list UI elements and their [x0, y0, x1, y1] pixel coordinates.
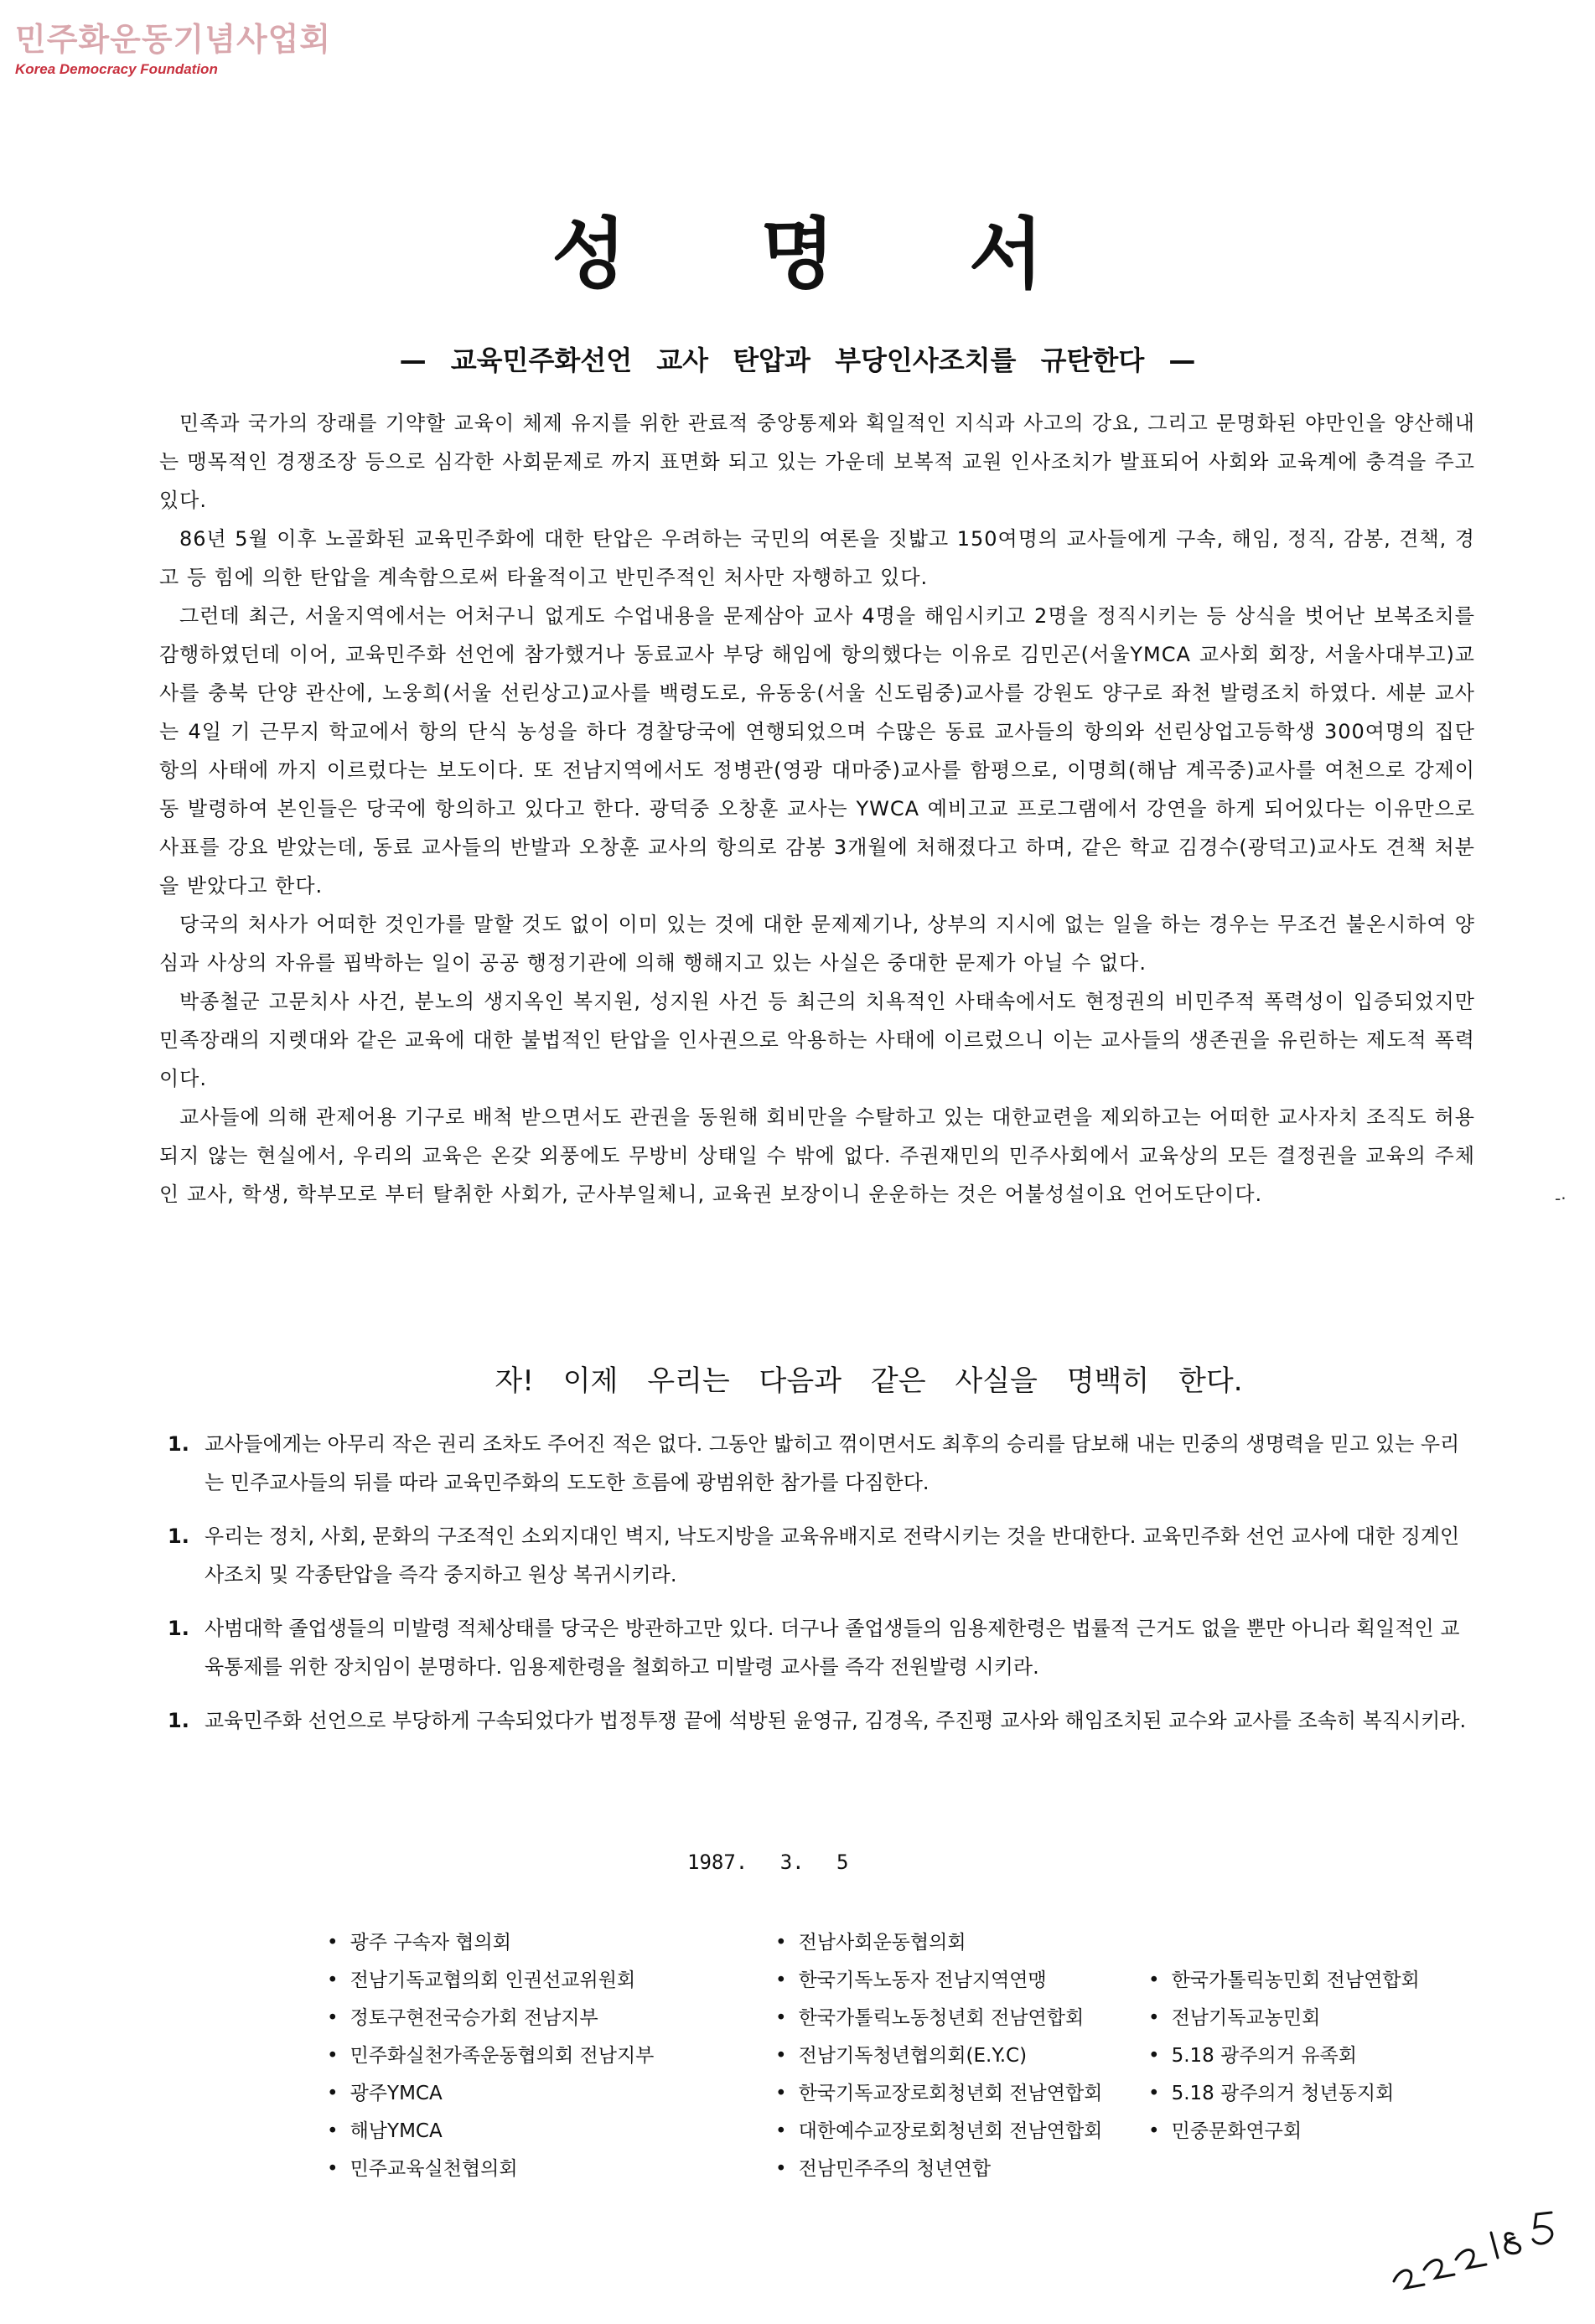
- bullet-icon: •: [775, 2007, 787, 2029]
- paragraph: 민족과 국가의 장래를 기약할 교육이 체제 유지를 위한 관료적 중앙통제와 획일적인 지식과 사고의 강요, 그리고 문명화된 야만인을 양산해내는 맹목적인 경쟁조장 등으로 심각한 사회문제로 까지 표면화 되고 있는 가운데 보복적 교원 인사조치가 발표되어 사회와 교육계에 충격을 주고 있다.: [159, 411, 1475, 512]
- organization-item: • 한국기독교장로회청년회 전남연합회: [775, 2083, 1103, 2104]
- organization-item: • 민중문화연구회: [1148, 2120, 1302, 2142]
- paragraph: 그런데 최근, 서울지역에서는 어처구니 없게도 수업내용을 문제삼아 교사 4명을 해임시키고 2명을 정직시키는 등 상식을 벗어난 보복조치를 감행하였던데 이어, 교육민주화 선언에 참가했거나 동료교사 부당 해임에 항의했다는 이유로 김민곤(서울YMCA 교사회 회장, 서울사대부고)교사를 충북 단양 관산에, 노웅희(서울 선린상고)교사를 백령도로, 유동웅(서울 신도림중)교사를 강원도 양구로 좌천 발령조치 하였다. 세분 교사는 4일 기 근무지 학교에서 항의 단식 농성을 하다 경찰당국에 연행되었으며 수많은 동료 교사들의 항의와 선린상업고등학생 300여명의 집단 항의 사태에 까지 이르렀다는 보도이다. 또 전남지역에서도 정병관(영광 대마중)교사를 함평으로, 이명희(해남 계곡중)교사를 여천으로 강제이동 발령하여 본인들은 당국에 항의하고 있다고 한다. 광덕중 오창훈 교사는 YWCA 예비고교 프로그램에서 강연을 하게 되어있다는 이유만으로 사표를 강요 받았는데, 동료 교사들의 반발과 오창훈 교사의 항의로 감봉 3개월에 처해졌다고 하며, 같은 학교 김경수(광덕고)교사도 견책 처분을 받았다고 한다.: [159, 604, 1475, 898]
- resolution-item: [168, 1517, 1475, 1594]
- organization-item: • 해남YMCA: [327, 2120, 443, 2142]
- paragraph: 교사들에 의해 관제어용 기구로 배척 받으면서도 관권을 동원해 회비만을 수탈하고 있는 대한교련을 제외하고는 어떠한 교사자치 조직도 허용되지 않는 현실에서, 우리의 교육은 온갖 외풍에도 무방비 상태일 수 밖에 없다. 주권재민의 민주사회에서 교육상의 모든 결정권을 교육의 주체인 교사, 학생, 학부모로 부터 탈취한 사회가, 군사부일체니, 교육권 보장이니 운운하는 것은 어불성설이요 언어도단이다.: [159, 1105, 1475, 1206]
- organization-item: • 5.18 광주의거 유족회: [1148, 2045, 1357, 2067]
- organization-item: • 민주교육실천협의회: [327, 2158, 518, 2180]
- bullet-icon: •: [327, 2007, 339, 2029]
- organization-item: • 광주 구속자 협의회: [327, 1932, 511, 1954]
- resolution-text: 교육민주화 선언으로 부당하게 구속되었다가 법정투쟁 끝에 석방된 윤영규, 김경옥, 주진평 교사와 해임조치된 교수와 교사를 조속히 복직시키라.: [205, 1709, 1467, 1732]
- bullet-icon: •: [775, 2083, 787, 2104]
- bullet-icon: •: [327, 2120, 339, 2142]
- bullet-icon: •: [775, 1932, 787, 1954]
- organization-item: • 대한예수교장로회청년회 전남연합회: [775, 2120, 1103, 2142]
- bullet-icon: •: [775, 2158, 787, 2180]
- bullet-icon: •: [327, 2158, 339, 2180]
- organization-item: • 전남기독교협의회 인권선교위원회: [327, 1969, 636, 1991]
- document-subtitle: — 교육민주화선언 교사 탄압과 부당인사조치를 규탄한다 —: [399, 344, 1196, 376]
- organization-item: • 광주YMCA: [327, 2083, 443, 2104]
- watermark-english: Korea Democracy Foundation: [15, 61, 218, 77]
- resolution-item: [168, 1609, 1475, 1686]
- bullet-icon: •: [775, 2120, 787, 2142]
- watermark-korean: 민주화운동기념사업회: [15, 21, 332, 58]
- document-title: 성명서: [552, 209, 1178, 299]
- document-date: 1987. 3. 5: [687, 1850, 849, 1874]
- resolution-text: 사범대학 졸업생들의 미발령 적체상태를 당국은 방관하고만 있다. 더구나 졸업생들의 임용제한령은 법률적 근거도 없을 뿐만 아니라 획일적인 교육통제를 위한 장치임이 분명하다. 임용제한령을 철회하고 미발령 교사를 즉각 전원발령 시키라.: [205, 1617, 1460, 1679]
- bullet-icon: •: [1148, 2007, 1160, 2029]
- margin-mark: -·: [1555, 1188, 1567, 1209]
- resolution-number: 1.: [168, 1617, 189, 1640]
- bullet-icon: •: [1148, 2045, 1160, 2067]
- organization-item: • 전남기독교농민회: [1148, 2007, 1321, 2029]
- bullet-icon: •: [327, 1969, 339, 1991]
- organization-item: • 전남민주주의 청년연합: [775, 2158, 992, 2180]
- bullet-icon: •: [1148, 2083, 1160, 2104]
- bullet-icon: •: [775, 2045, 787, 2067]
- statement-body: [159, 404, 1475, 1214]
- resolution-item: [168, 1701, 1475, 1740]
- organization-item: • 전남기독청년협의회(E.Y.C): [775, 2045, 1028, 2067]
- bullet-icon: •: [327, 2045, 339, 2067]
- resolution-item: [168, 1425, 1475, 1502]
- bullet-icon: •: [1148, 1969, 1160, 1991]
- declaration-heading: 자! 이제 우리는 다음과 같은 사실을 명백히 한다.: [495, 1364, 1243, 1398]
- organization-item: • 5.18 광주의거 청년동지회: [1148, 2083, 1395, 2104]
- bullet-icon: •: [327, 2083, 339, 2104]
- bullet-icon: •: [327, 1932, 339, 1954]
- organization-column-3: [1148, 1962, 1420, 2151]
- paragraph: 당국의 처사가 어떠한 것인가를 말할 것도 없이 이미 있는 것에 대한 문제제기나, 상부의 지시에 없는 일을 하는 경우는 무조건 불온시하여 양심과 사상의 자유를 핍박하는 일이 공공 행정기관에 의해 행해지고 있는 사실은 중대한 문제가 아닐 수 없다.: [159, 913, 1475, 975]
- resolution-text: 우리는 정치, 사회, 문화의 구조적인 소외지대인 벽지, 낙도지방을 교육유배지로 전락시키는 것을 반대한다. 교육민주화 선언 교사에 대한 징계인사조치 및 각종탄압을 즉각 중지하고 원상 복귀시키라.: [205, 1524, 1460, 1586]
- organization-item: • 한국기독노동자 전남지역연맹: [775, 1969, 1047, 1991]
- resolution-number: 1.: [168, 1432, 189, 1456]
- bullet-icon: •: [1148, 2120, 1160, 2142]
- organization-column-2: [775, 1924, 1102, 2188]
- organization-item: • 한국가톨릭노동청년회 전남연합회: [775, 2007, 1085, 2029]
- resolution-number: 1.: [168, 1709, 189, 1732]
- resolution-text: 교사들에게는 아무리 작은 권리 조차도 주어진 적은 없다. 그동안 밟히고 꺾이면서도 최후의 승리를 담보해 내는 민중의 생명력을 믿고 있는 우리는 민주교사들의 뒤를 따라 교육민주화의 도도한 흐름에 광범위한 참가를 다짐한다.: [205, 1432, 1460, 1494]
- resolution-list: [168, 1425, 1475, 1755]
- handwritten-archive-number: [1387, 2204, 1580, 2296]
- organization-column-1: [327, 1924, 654, 2188]
- watermark: [15, 13, 331, 78]
- bullet-icon: •: [775, 1969, 787, 1991]
- paragraph: 86년 5월 이후 노골화된 교육민주화에 대한 탄압은 우려하는 국민의 여론을 짓밟고 150여명의 교사들에게 구속, 해임, 정직, 감봉, 견책, 경고 등 힘에 의한 탄압을 계속함으로써 타율적이고 반민주적인 처사만 자행하고 있다.: [159, 527, 1475, 589]
- organization-item: • 정토구현전국승가회 전남지부: [327, 2007, 598, 2029]
- paragraph: 박종철군 고문치사 사건, 분노의 생지옥인 복지원, 성지원 사건 등 최근의 치욕적인 사태속에서도 현정권의 비민주적 폭력성이 입증되었지만 민족장래의 지렛대와 같은 교육에 대한 불법적인 탄압을 인사권으로 악용하는 사태에 이르렀으니 이는 교사들의 생존권을 유린하는 제도적 폭력이다.: [159, 990, 1475, 1090]
- organization-item: • 민주화실천가족운동협의회 전남지부: [327, 2045, 655, 2067]
- resolution-number: 1.: [168, 1524, 189, 1548]
- organization-item: • 한국가톨릭농민회 전남연합회: [1148, 1969, 1420, 1991]
- organization-item: • 전남사회운동협의회: [775, 1932, 966, 1954]
